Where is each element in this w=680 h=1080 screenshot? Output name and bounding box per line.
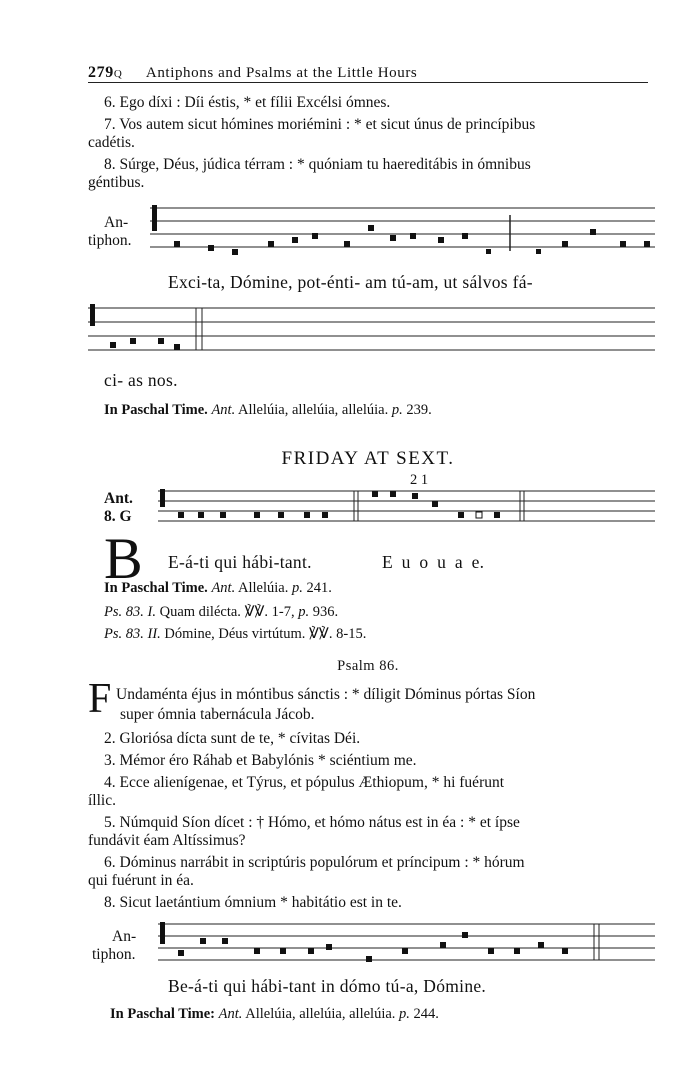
verse-text: Ego díxi : Díi éstis, * et fílii Excélsi ómnes. (119, 94, 391, 111)
mode-label: 8. G (104, 508, 132, 525)
psalm-incipit: Dómine, Déus virtútum. (164, 626, 306, 642)
verse-text: Súrge, Déus, júdica térram : * quóniam tu haereditábis in ómnibus (119, 156, 531, 173)
paschal-text: Allelúia, allelúia, allelúia. (238, 402, 389, 418)
page-abbrev: p. (391, 402, 403, 418)
verse-number: 6. (104, 94, 116, 111)
page-ref: 239. (406, 402, 432, 418)
antiphon-label: An- (104, 214, 129, 231)
chant-staff (88, 300, 655, 360)
verse-6 (104, 94, 390, 112)
psalm-verse-cont (88, 872, 194, 890)
paschal-label: In Paschal Time. (104, 580, 208, 596)
drop-cap-initial: B (104, 526, 143, 591)
header-rule (88, 82, 648, 83)
page-ref: 244. (413, 1006, 439, 1022)
psalm-reference (104, 626, 366, 643)
chant-staff (158, 487, 655, 527)
episema-marks: 2 1 (410, 472, 429, 488)
paschal-time-note (104, 580, 332, 597)
paschal-label: In Paschal Time. (104, 402, 208, 418)
verse-text: fundávit éam Altíssimus? (88, 832, 246, 849)
psalm-verse (104, 814, 520, 832)
verse-number: 5. (104, 814, 116, 831)
section-title: FRIDAY AT SEXT. (281, 448, 455, 469)
verse-text: Gloriósa dícta sunt de te, * cívitas Déi. (119, 730, 361, 747)
chant-staff (150, 203, 655, 263)
verse-text: Ecce alienígenae, et Týrus, et pópulus Æthiopum, * hi fuérunt (119, 774, 505, 791)
verses-symbol: ℣℣. (309, 626, 333, 642)
psalm-verse (104, 894, 402, 912)
psalm-verse (104, 730, 360, 748)
verse-number: 3. (104, 752, 116, 769)
psalm-verse-1: Undaménta éjus in móntibus sánctis : * díligit Dóminus pórtas Síon (116, 686, 536, 703)
verse-number: 2. (104, 730, 116, 747)
page-ref: 241. (306, 580, 332, 596)
paschal-time-note (110, 1006, 439, 1023)
antiphon-lyrics: Be-á-ti qui hábi-tant in dómo tú-a, Dómine. (168, 976, 487, 996)
psalm-verse-cont (88, 832, 246, 850)
psalm-abbrev: Ps. 83. (104, 626, 144, 642)
antiphon-lyrics: ci- as nos. (104, 370, 178, 390)
antiphon-lyrics: E-á-ti qui hábi-tant. (168, 552, 312, 572)
chant-staff (158, 918, 655, 968)
psalm-verse (104, 854, 525, 872)
psalm-title: Psalm 86. (337, 658, 399, 674)
running-title: Antiphons and Psalms at the Little Hours (145, 65, 418, 81)
verse-text: cadétis. (88, 134, 135, 151)
verse-text: íllic. (88, 792, 116, 809)
verse-range: 1-7, (271, 604, 295, 620)
page-suffix: Q (113, 68, 123, 80)
verse-7 (104, 116, 535, 134)
verse-text: Dóminus narrábit in scriptúris populórum et príncipum : * hórum (119, 854, 525, 871)
psalm-verse-cont (88, 792, 116, 810)
page-abbrev: p. (298, 604, 310, 620)
paschal-time-note (104, 402, 432, 419)
psalm-part: I. (147, 604, 156, 620)
paschal-text: Allelúia. (238, 580, 289, 596)
psalm-verse (104, 774, 504, 792)
psalm-abbrev: Ps. 83. (104, 604, 144, 620)
page-ref: 936. (312, 604, 339, 620)
psalm-reference (104, 604, 338, 621)
verse-7-cont (88, 134, 135, 152)
verse-number: 8. (104, 156, 116, 173)
verse-text: Sicut laetántium ómnium * habitátio est in te. (119, 894, 402, 911)
antiphon-lyrics: Exci-ta, Dómine, pot-énti- am tú-am, ut sálvos fá- (168, 272, 533, 292)
verse-text: qui fuérunt in éa. (88, 872, 194, 889)
antiphon-label: An- (112, 928, 137, 945)
ant-abbrev: Ant. (211, 402, 236, 418)
antiphon-label: Ant. (104, 490, 133, 507)
verse-text: Mémor éro Ráhab et Babylónis * sciéntium me. (119, 752, 417, 769)
drop-cap-initial: F (88, 676, 112, 722)
psalm-part: II. (147, 626, 161, 642)
verse-range: 8-15. (336, 626, 367, 642)
paschal-label: In Paschal Time: (110, 1006, 216, 1022)
verses-symbol: ℣℣. (244, 604, 269, 620)
page-abbrev: p. (399, 1006, 410, 1022)
verse-number: 8. (104, 894, 116, 911)
ant-abbrev: Ant. (211, 580, 236, 596)
paschal-text: Allelúia, allelúia, allelúia. (245, 1006, 396, 1022)
page-number: 279 (88, 64, 114, 81)
page-abbrev: p. (292, 580, 303, 596)
euouae: E u o u a e. (382, 552, 485, 572)
page-header (88, 64, 417, 82)
verse-number: 4. (104, 774, 116, 791)
verse-text: Vos autem sicut hómines moriémini : * et sicut únus de princípibus (119, 116, 536, 133)
antiphon-label: tiphon. (88, 232, 132, 249)
verse-number: 6. (104, 854, 116, 871)
verse-8 (104, 156, 531, 174)
verse-number: 7. (104, 116, 116, 133)
psalm-verse (104, 752, 417, 770)
verse-text: géntibus. (88, 174, 145, 191)
ant-abbrev: Ant. (218, 1006, 243, 1022)
psalm-incipit: Quam diléсta. (159, 604, 241, 620)
psalm-verse-1-cont: super ómnia tabernácula Jácob. (120, 706, 315, 723)
antiphon-label: tiphon. (92, 946, 136, 963)
verse-8-cont (88, 174, 144, 192)
verse-text: Númquid Síon dícet : † Hómo, et hómo nátus est in éa : * et ípse (119, 814, 520, 831)
